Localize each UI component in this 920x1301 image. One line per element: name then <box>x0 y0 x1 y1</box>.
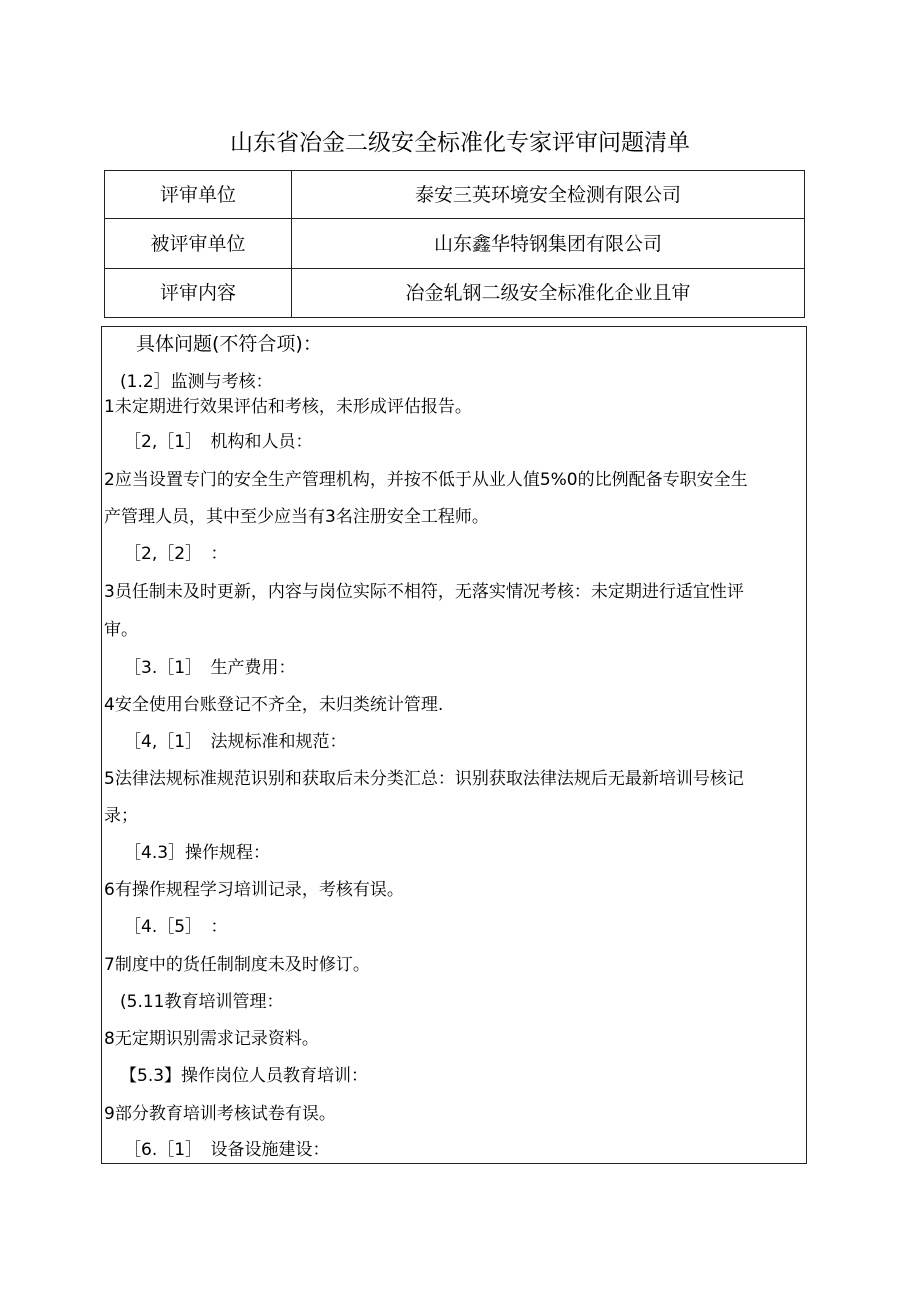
issue-item: 3员任制未及时更新，内容与岗位实际不相符，无落实情况考核：未定期进行适宜性评 <box>104 582 744 602</box>
reviewee-label: 被评审单位 <box>105 219 292 269</box>
content-label: 评审内容 <box>105 269 292 318</box>
issue-section-heading: ［4,［1］ 法规标准和规范： <box>124 732 347 752</box>
issues-section <box>101 326 807 1164</box>
issues-header: 具体问题(不符合项)： <box>136 333 322 355</box>
issue-item: 5法律法规标准规范识别和获取后未分类汇总：识别获取法律法规后无最新培训号核记 <box>104 769 744 789</box>
reviewee-value: 山东鑫华特钢集团有限公司 <box>292 219 805 269</box>
info-row-reviewer <box>105 171 805 219</box>
issue-item-continuation: 录； <box>104 806 138 826</box>
content-value: 冶金轧钢二级安全标准化企业且审 <box>292 269 805 318</box>
issue-item: 4安全使用台账登记不齐全，未归类统计管理. <box>104 695 444 715</box>
issue-item: 9部分教育培训考核试卷有误。 <box>104 1104 336 1124</box>
issue-item-continuation: 产管理人员，其中至少应当有3名注册安全工程师。 <box>104 507 489 527</box>
issue-section-heading: (5.11教育培训管理： <box>120 992 284 1012</box>
issue-section-heading: ［2,［2］ ： <box>124 544 228 564</box>
document-title: 山东省冶金二级安全标准化专家评审问题清单 <box>230 130 690 156</box>
issue-item: 1未定期进行效果评估和考核，未形成评估报告。 <box>104 397 472 417</box>
issue-section-heading: 【5.3】操作岗位人员教育培训： <box>120 1066 369 1086</box>
issue-section-heading: ［4.3］操作规程： <box>124 843 271 863</box>
info-row-reviewee <box>105 219 805 269</box>
issue-section-heading: ［3.［1］ 生产费用： <box>124 658 296 678</box>
reviewer-label: 评审单位 <box>105 171 292 219</box>
issue-item: 8无定期识别需求记录资料。 <box>104 1029 319 1049</box>
issue-item: 2应当设置专门的安全生产管理机构，并按不低于从业人值5%0的比例配备专职安全生 <box>104 470 748 490</box>
issue-item: 6有操作规程学习培训记录，考核有误。 <box>104 880 404 900</box>
reviewer-value: 泰安三英环境安全检测有限公司 <box>292 171 805 219</box>
issue-section-heading: (1.2］监测与考核： <box>120 372 273 392</box>
info-row-content <box>105 269 805 318</box>
issue-item: 7制度中的货任制制度未及时修订。 <box>104 955 370 975</box>
issue-section-heading: ［2,［1］ 机构和人员： <box>124 432 313 452</box>
issue-section-heading: ［4.［5］ ： <box>124 917 228 937</box>
issue-item-continuation: 审。 <box>104 620 138 640</box>
review-info-table <box>104 170 805 318</box>
issue-section-heading: ［6.［1］ 设备设施建设： <box>124 1140 330 1160</box>
